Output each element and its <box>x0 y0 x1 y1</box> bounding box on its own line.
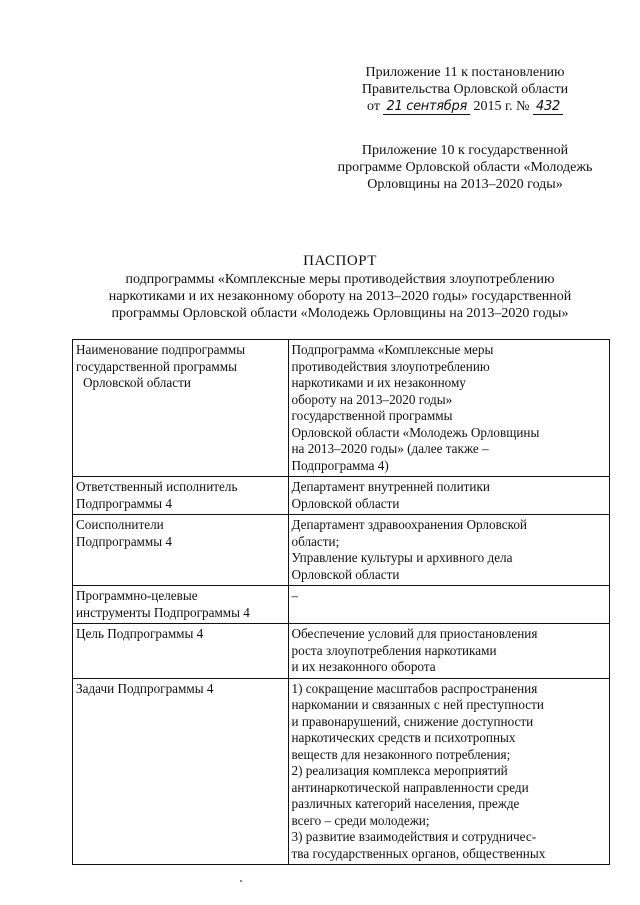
row-value-line: Орловской области «Молодежь Орловщины <box>291 424 540 440</box>
table-row <box>73 477 610 515</box>
row-value-line: противодействия злоупотреблению <box>291 358 490 374</box>
appendix-10-line3: Орловщины на 2013–2020 годы» <box>367 177 563 192</box>
passport-title: ПАСПОРТ <box>303 253 377 269</box>
row-label-cell <box>73 586 289 624</box>
table-row <box>73 678 610 865</box>
row-label-cell <box>73 515 289 586</box>
row-value-cell <box>288 515 610 586</box>
passport-table <box>72 339 610 865</box>
row-label-line: Программно-целевые <box>76 588 198 603</box>
row-label-line: Задачи Подпрограммы 4 <box>76 680 214 696</box>
row-value-line: – <box>291 588 299 603</box>
row-value-line: Департамент внутренней политики <box>291 479 490 494</box>
table-row <box>73 515 610 586</box>
appendix-11-date-line <box>320 98 610 115</box>
appendix-10-line1: Приложение 10 к государственной <box>361 143 569 158</box>
row-label-line: Орловской области <box>83 375 191 390</box>
row-value-line: на 2013–2020 годы» (далее также – <box>291 441 489 456</box>
date-prefix: от <box>367 99 380 114</box>
row-label-line: Подпрограммы 4 <box>76 495 172 511</box>
table-row <box>73 586 610 624</box>
row-label-line: Соисполнители <box>76 517 164 532</box>
row-label-cell <box>73 340 289 477</box>
row-value-line: Подпрограмма «Комплексные меры <box>291 342 494 357</box>
row-label-line: Ответственный исполнитель <box>76 479 238 494</box>
table-row <box>73 624 610 679</box>
row-label-line: инструменты Подпрограммы 4 <box>76 604 250 620</box>
row-value-line: и правонарушений, снижение доступности <box>291 713 534 729</box>
row-value-line: тва государственных органов, общественных <box>291 845 546 861</box>
row-value-cell <box>288 624 610 679</box>
row-label-line: государственной программы <box>76 358 237 374</box>
row-value-line: наркотических средств и психотропных <box>291 730 516 745</box>
row-value-line: Орловской области <box>291 495 400 511</box>
row-value-line: Орловской области <box>291 566 400 582</box>
row-label-cell <box>73 477 289 515</box>
row-value-line: Управление культуры и архивного дела <box>291 550 513 565</box>
appendix-10-header <box>320 142 610 193</box>
row-value-line: 1) сокращение масштабов распространения <box>291 680 538 696</box>
row-value-line: различных категорий населения, прежде <box>291 796 520 811</box>
row-value-line: роста злоупотребления наркотиками <box>291 642 497 658</box>
row-value-cell <box>288 477 610 515</box>
row-value-line: веществ для незаконного потребления; <box>291 746 511 762</box>
row-value-line: антинаркотической направленности среди <box>291 779 529 795</box>
row-value-line: 2) реализация комплекса мероприятий <box>291 763 508 778</box>
number-sign: № <box>516 99 530 114</box>
row-value-line: Департамент здравоохранения Орловской <box>291 517 527 532</box>
appendix-11-header <box>320 64 610 115</box>
passport-subtitle-line1: подпрограммы «Комплексные меры противодействия злоупотреблению <box>125 272 555 287</box>
row-value-line: государственной программы <box>291 408 453 423</box>
appendix-11-line2: Правительства Орловской области <box>361 82 569 97</box>
row-value-line: области; <box>291 533 340 549</box>
row-label-line: Цель Подпрограммы 4 <box>76 626 204 641</box>
row-label-cell <box>73 678 289 865</box>
date-year: 2015 г. <box>473 99 513 114</box>
passport-title-block <box>70 253 610 322</box>
row-value-line: и их незаконного оборота <box>291 659 436 674</box>
row-value-line: 3) развитие взаимодействия и сотрудничес- <box>291 829 537 844</box>
row-value-line: Подпрограмма 4) <box>291 457 389 473</box>
row-value-line: наркотиками и их незаконному <box>291 375 466 390</box>
row-value-cell <box>288 678 610 865</box>
row-value-cell <box>288 340 610 477</box>
row-value-line: всего – среди молодежи; <box>291 812 430 828</box>
appendix-11-line1: Приложение 11 к постановлению <box>365 65 565 80</box>
handwritten-number: 432 <box>533 99 563 115</box>
table-row <box>73 340 610 477</box>
passport-subtitle-line2: наркотиками и их незаконному обороту на 2013–2020 годы» государственной <box>108 289 572 304</box>
passport-subtitle-line3: программы Орловской области «Молодежь Орловщины на 2013–2020 годы» <box>111 306 569 321</box>
row-label-line: Наименование подпрограммы <box>76 342 246 357</box>
row-value-line: Обеспечение условий для приостановления <box>291 626 538 641</box>
row-label-line: Подпрограммы 4 <box>76 533 172 549</box>
handwritten-date: 21 сентября <box>383 99 470 115</box>
row-value-line: обороту на 2013–2020 годы» <box>291 391 453 407</box>
row-value-cell <box>288 586 610 624</box>
appendix-10-line2: программе Орловской области «Молодежь <box>337 160 593 175</box>
row-value-line: наркомании и связанных с ней преступности <box>291 697 544 712</box>
scan-dot <box>240 880 242 882</box>
row-label-cell <box>73 624 289 679</box>
